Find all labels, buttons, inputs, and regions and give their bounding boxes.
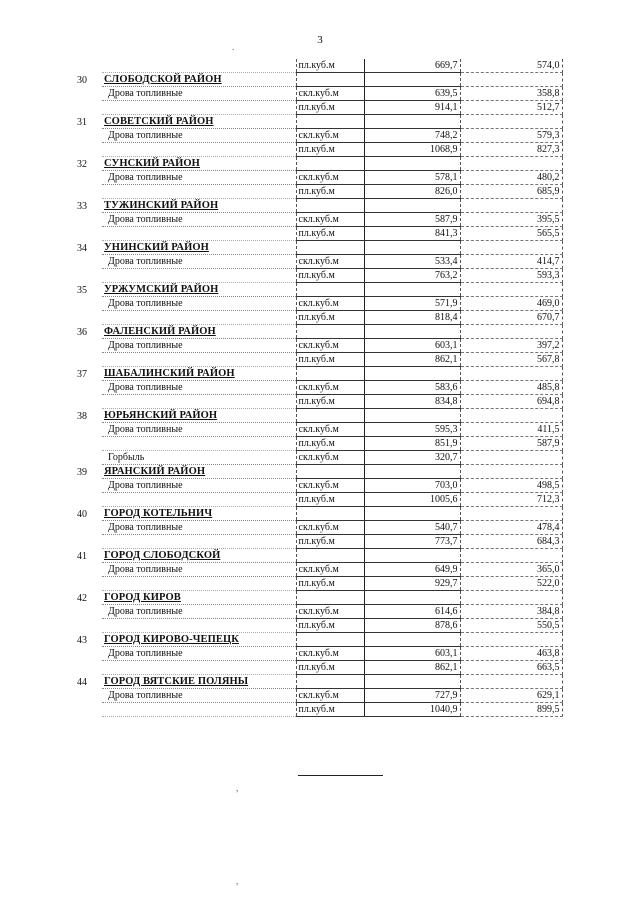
value-cell-1: 763,2 <box>364 269 460 283</box>
item-name: Дрова топливные <box>102 213 296 227</box>
value-cell-2: 397,2 <box>460 339 562 353</box>
value-cell-1: 639,5 <box>364 87 460 101</box>
table-row <box>62 535 562 549</box>
unit-cell <box>296 633 364 647</box>
section-header-row <box>62 73 562 87</box>
row-number <box>62 577 102 591</box>
unit-cell: пл.куб.м <box>296 353 364 367</box>
unit-cell <box>296 199 364 213</box>
row-number: 38 <box>77 410 87 422</box>
item-name: Дрова топливные <box>102 521 296 535</box>
row-number <box>62 339 102 353</box>
table-row <box>62 171 562 185</box>
table-row <box>62 213 562 227</box>
unit-cell: скл.куб.м <box>296 171 364 185</box>
row-number <box>62 353 102 367</box>
value-cell-1 <box>364 675 460 689</box>
value-cell-1: 914,1 <box>364 101 460 115</box>
section-header-row <box>62 507 562 521</box>
unit-cell: скл.куб.м <box>296 479 364 493</box>
unit-cell: пл.куб.м <box>296 227 364 241</box>
row-number <box>62 605 102 619</box>
row-number: 31 <box>77 116 87 128</box>
value-cell-2: 384,8 <box>460 605 562 619</box>
unit-cell <box>296 367 364 381</box>
table-row <box>62 59 562 73</box>
table-row <box>62 311 562 325</box>
row-number <box>62 437 102 451</box>
section-title: УРЖУМСКИЙ РАЙОН <box>102 283 296 297</box>
row-number <box>62 59 102 73</box>
value-cell-1: 1040,9 <box>364 703 460 717</box>
item-name <box>102 437 296 451</box>
value-cell-2: 550,5 <box>460 619 562 633</box>
value-cell-1: 669,7 <box>364 59 460 73</box>
value-cell-2: 629,1 <box>460 689 562 703</box>
value-cell-1: 862,1 <box>364 353 460 367</box>
item-name <box>102 703 296 717</box>
unit-cell: скл.куб.м <box>296 87 364 101</box>
value-cell-1: 1068,9 <box>364 143 460 157</box>
section-header-row <box>62 199 562 213</box>
item-name <box>102 395 296 409</box>
row-number <box>62 451 102 465</box>
section-title: ГОРОД КИРОВ <box>102 591 296 605</box>
value-cell-1: 851,9 <box>364 437 460 451</box>
value-cell-2 <box>460 591 562 605</box>
table-row <box>62 689 562 703</box>
value-cell-1 <box>364 283 460 297</box>
value-cell-2: 469,0 <box>460 297 562 311</box>
unit-cell <box>296 409 364 423</box>
unit-cell: пл.куб.м <box>296 535 364 549</box>
table-row <box>62 185 562 199</box>
value-cell-1: 818,4 <box>364 311 460 325</box>
end-divider-line <box>298 775 383 776</box>
value-cell-1 <box>364 73 460 87</box>
value-cell-2: 685,9 <box>460 185 562 199</box>
section-title: ЮРЬЯНСКИЙ РАЙОН <box>102 409 296 423</box>
value-cell-2 <box>460 241 562 255</box>
unit-cell: скл.куб.м <box>296 381 364 395</box>
value-cell-2: 827,3 <box>460 143 562 157</box>
value-cell-1: 929,7 <box>364 577 460 591</box>
value-cell-1: 748,2 <box>364 129 460 143</box>
section-header-row <box>62 367 562 381</box>
item-name <box>102 493 296 507</box>
row-number <box>62 185 102 199</box>
table-row <box>62 339 562 353</box>
row-number <box>62 311 102 325</box>
section-title: ГОРОД КОТЕЛЬНИЧ <box>102 507 296 521</box>
value-cell-1 <box>364 549 460 563</box>
item-name: Дрова топливные <box>102 563 296 577</box>
value-cell-2 <box>460 73 562 87</box>
unit-cell: пл.куб.м <box>296 493 364 507</box>
value-cell-1: 320,7 <box>364 451 460 465</box>
value-cell-2 <box>460 465 562 479</box>
value-cell-1 <box>364 507 460 521</box>
table-row <box>62 437 562 451</box>
section-header-row <box>62 633 562 647</box>
value-cell-1: 878,6 <box>364 619 460 633</box>
value-cell-2: 411,5 <box>460 423 562 437</box>
section-header-row <box>62 283 562 297</box>
value-cell-2: 485,8 <box>460 381 562 395</box>
row-number <box>62 619 102 633</box>
row-number <box>62 521 102 535</box>
unit-cell <box>296 283 364 297</box>
unit-cell: скл.куб.м <box>296 255 364 269</box>
value-cell-2 <box>460 507 562 521</box>
value-cell-2: 358,8 <box>460 87 562 101</box>
row-number: 39 <box>77 466 87 478</box>
item-name: Дрова топливные <box>102 171 296 185</box>
price-table-body <box>62 59 562 717</box>
item-name <box>102 59 296 73</box>
scan-speck: , <box>236 783 239 793</box>
value-cell-1 <box>364 157 460 171</box>
item-name: Дрова топливные <box>102 689 296 703</box>
value-cell-1 <box>364 367 460 381</box>
item-name: Дрова топливные <box>102 129 296 143</box>
value-cell-2 <box>460 633 562 647</box>
value-cell-2 <box>460 451 562 465</box>
value-cell-2: 663,5 <box>460 661 562 675</box>
unit-cell <box>296 549 364 563</box>
table-row <box>62 143 562 157</box>
value-cell-1 <box>364 325 460 339</box>
table-row <box>62 563 562 577</box>
value-cell-1: 578,1 <box>364 171 460 185</box>
unit-cell: пл.куб.м <box>296 577 364 591</box>
section-header-row <box>62 675 562 689</box>
value-cell-1: 603,1 <box>364 647 460 661</box>
row-number: 37 <box>77 368 87 380</box>
section-header-row <box>62 115 562 129</box>
item-name <box>102 535 296 549</box>
row-number <box>62 703 102 717</box>
row-number <box>62 143 102 157</box>
value-cell-1: 834,8 <box>364 395 460 409</box>
section-title: ГОРОД ВЯТСКИЕ ПОЛЯНЫ <box>102 675 296 689</box>
table-row <box>62 647 562 661</box>
value-cell-1 <box>364 409 460 423</box>
unit-cell: пл.куб.м <box>296 185 364 199</box>
value-cell-1: 1005,6 <box>364 493 460 507</box>
value-cell-1: 841,3 <box>364 227 460 241</box>
item-name: Дрова топливные <box>102 423 296 437</box>
value-cell-2: 498,5 <box>460 479 562 493</box>
value-cell-2 <box>460 199 562 213</box>
item-name: Дрова топливные <box>102 605 296 619</box>
unit-cell: скл.куб.м <box>296 423 364 437</box>
unit-cell <box>296 675 364 689</box>
row-number: 42 <box>77 592 87 604</box>
row-number <box>62 227 102 241</box>
unit-cell: скл.куб.м <box>296 605 364 619</box>
row-number: 44 <box>77 676 87 688</box>
item-name: Дрова топливные <box>102 381 296 395</box>
item-name: Дрова топливные <box>102 479 296 493</box>
section-title: ТУЖИНСКИЙ РАЙОН <box>102 199 296 213</box>
value-cell-2: 512,7 <box>460 101 562 115</box>
unit-cell: пл.куб.м <box>296 619 364 633</box>
value-cell-1 <box>364 115 460 129</box>
table-row <box>62 129 562 143</box>
table-row <box>62 577 562 591</box>
unit-cell <box>296 465 364 479</box>
row-number: 43 <box>77 634 87 646</box>
value-cell-1: 540,7 <box>364 521 460 535</box>
value-cell-2: 694,8 <box>460 395 562 409</box>
unit-cell: скл.куб.м <box>296 297 364 311</box>
value-cell-2: 463,8 <box>460 647 562 661</box>
value-cell-2: 712,3 <box>460 493 562 507</box>
unit-cell <box>296 157 364 171</box>
table-row <box>62 521 562 535</box>
row-number: 30 <box>77 74 87 86</box>
value-cell-2: 574,0 <box>460 59 562 73</box>
item-name <box>102 353 296 367</box>
value-cell-1 <box>364 633 460 647</box>
row-number <box>62 563 102 577</box>
value-cell-2 <box>460 549 562 563</box>
unit-cell: скл.куб.м <box>296 563 364 577</box>
item-name: Дрова топливные <box>102 255 296 269</box>
item-name <box>102 619 296 633</box>
value-cell-2: 565,5 <box>460 227 562 241</box>
item-name: Дрова топливные <box>102 297 296 311</box>
value-cell-1: 862,1 <box>364 661 460 675</box>
value-cell-2: 593,3 <box>460 269 562 283</box>
value-cell-2: 567,8 <box>460 353 562 367</box>
value-cell-1: 703,0 <box>364 479 460 493</box>
value-cell-2: 414,7 <box>460 255 562 269</box>
section-title: ФАЛЕНСКИЙ РАЙОН <box>102 325 296 339</box>
table-row <box>62 87 562 101</box>
value-cell-1: 773,7 <box>364 535 460 549</box>
value-cell-2: 365,0 <box>460 563 562 577</box>
value-cell-2 <box>460 115 562 129</box>
value-cell-1: 583,6 <box>364 381 460 395</box>
unit-cell: пл.куб.м <box>296 101 364 115</box>
section-title: ГОРОД СЛОБОДСКОЙ <box>102 549 296 563</box>
table-row <box>62 255 562 269</box>
value-cell-2 <box>460 367 562 381</box>
value-cell-1 <box>364 199 460 213</box>
unit-cell: скл.куб.м <box>296 213 364 227</box>
table-row <box>62 353 562 367</box>
row-number <box>62 297 102 311</box>
table-row <box>62 269 562 283</box>
row-number: 32 <box>77 158 87 170</box>
value-cell-2: 670,7 <box>460 311 562 325</box>
item-name <box>102 101 296 115</box>
unit-cell <box>296 241 364 255</box>
table-row <box>62 493 562 507</box>
table-row <box>62 479 562 493</box>
table-row <box>62 227 562 241</box>
row-number <box>62 535 102 549</box>
section-header-row <box>62 241 562 255</box>
value-cell-1: 727,9 <box>364 689 460 703</box>
item-name <box>102 143 296 157</box>
unit-cell: скл.куб.м <box>296 451 364 465</box>
row-number <box>62 493 102 507</box>
row-number <box>62 647 102 661</box>
unit-cell: пл.куб.м <box>296 269 364 283</box>
item-name: Горбыль <box>102 451 296 465</box>
unit-cell: скл.куб.м <box>296 689 364 703</box>
section-header-row <box>62 465 562 479</box>
value-cell-2 <box>460 283 562 297</box>
row-number <box>62 101 102 115</box>
unit-cell: пл.куб.м <box>296 59 364 73</box>
section-header-row <box>62 325 562 339</box>
unit-cell: пл.куб.м <box>296 661 364 675</box>
unit-cell: скл.куб.м <box>296 339 364 353</box>
scan-speck: . <box>232 42 235 52</box>
unit-cell: скл.куб.м <box>296 647 364 661</box>
row-number: 36 <box>77 326 87 338</box>
value-cell-1 <box>364 241 460 255</box>
unit-cell: скл.куб.м <box>296 521 364 535</box>
unit-cell: пл.куб.м <box>296 311 364 325</box>
value-cell-2: 395,5 <box>460 213 562 227</box>
table-row <box>62 101 562 115</box>
section-header-row <box>62 591 562 605</box>
row-number <box>62 661 102 675</box>
row-number: 40 <box>77 508 87 520</box>
row-number <box>62 255 102 269</box>
section-title: УНИНСКИЙ РАЙОН <box>102 241 296 255</box>
scan-speck: , <box>236 876 239 886</box>
value-cell-1: 649,9 <box>364 563 460 577</box>
unit-cell: пл.куб.м <box>296 437 364 451</box>
unit-cell <box>296 73 364 87</box>
section-title: СУНСКИЙ РАЙОН <box>102 157 296 171</box>
unit-cell: пл.куб.м <box>296 143 364 157</box>
value-cell-2: 478,4 <box>460 521 562 535</box>
value-cell-2: 899,5 <box>460 703 562 717</box>
table-row <box>62 661 562 675</box>
item-name <box>102 227 296 241</box>
row-number <box>62 269 102 283</box>
item-name <box>102 185 296 199</box>
row-number: 41 <box>77 550 87 562</box>
unit-cell <box>296 591 364 605</box>
value-cell-1: 533,4 <box>364 255 460 269</box>
section-title: СОВЕТСКИЙ РАЙОН <box>102 115 296 129</box>
table-row <box>62 381 562 395</box>
row-number <box>62 689 102 703</box>
value-cell-2 <box>460 675 562 689</box>
value-cell-1: 614,6 <box>364 605 460 619</box>
value-cell-1 <box>364 465 460 479</box>
value-cell-2: 579,3 <box>460 129 562 143</box>
section-title: СЛОБОДСКОЙ РАЙОН <box>102 73 296 87</box>
row-number <box>62 381 102 395</box>
item-name <box>102 577 296 591</box>
value-cell-2 <box>460 157 562 171</box>
value-cell-1 <box>364 591 460 605</box>
item-name: Дрова топливные <box>102 647 296 661</box>
item-name: Дрова топливные <box>102 87 296 101</box>
value-cell-1: 587,9 <box>364 213 460 227</box>
table-row <box>62 423 562 437</box>
unit-cell <box>296 325 364 339</box>
value-cell-1: 826,0 <box>364 185 460 199</box>
value-cell-2: 587,9 <box>460 437 562 451</box>
row-number <box>62 129 102 143</box>
price-table <box>62 59 563 717</box>
unit-cell <box>296 115 364 129</box>
row-number: 35 <box>77 284 87 296</box>
value-cell-1: 595,3 <box>364 423 460 437</box>
value-cell-2 <box>460 409 562 423</box>
item-name <box>102 269 296 283</box>
item-name <box>102 661 296 675</box>
item-name: Дрова топливные <box>102 339 296 353</box>
row-number: 33 <box>77 200 87 212</box>
item-name <box>102 311 296 325</box>
row-number <box>62 171 102 185</box>
row-number <box>62 87 102 101</box>
table-row <box>62 451 562 465</box>
page-number: 3 <box>317 34 323 46</box>
row-number: 34 <box>77 242 87 254</box>
unit-cell: пл.куб.м <box>296 703 364 717</box>
value-cell-2: 522,0 <box>460 577 562 591</box>
table-row <box>62 395 562 409</box>
section-title: ЯРАНСКИЙ РАЙОН <box>102 465 296 479</box>
table-row <box>62 619 562 633</box>
section-header-row <box>62 549 562 563</box>
table-row <box>62 297 562 311</box>
value-cell-1: 603,1 <box>364 339 460 353</box>
unit-cell: скл.куб.м <box>296 129 364 143</box>
table-row <box>62 605 562 619</box>
value-cell-2 <box>460 325 562 339</box>
section-header-row <box>62 157 562 171</box>
table-row <box>62 703 562 717</box>
row-number <box>62 395 102 409</box>
row-number <box>62 423 102 437</box>
section-title: ГОРОД КИРОВО-ЧЕПЕЦК <box>102 633 296 647</box>
row-number <box>62 479 102 493</box>
unit-cell <box>296 507 364 521</box>
unit-cell: пл.куб.м <box>296 395 364 409</box>
row-number <box>62 213 102 227</box>
section-header-row <box>62 409 562 423</box>
value-cell-2: 684,3 <box>460 535 562 549</box>
value-cell-2: 480,2 <box>460 171 562 185</box>
section-title: ШАБАЛИНСКИЙ РАЙОН <box>102 367 296 381</box>
value-cell-1: 571,9 <box>364 297 460 311</box>
